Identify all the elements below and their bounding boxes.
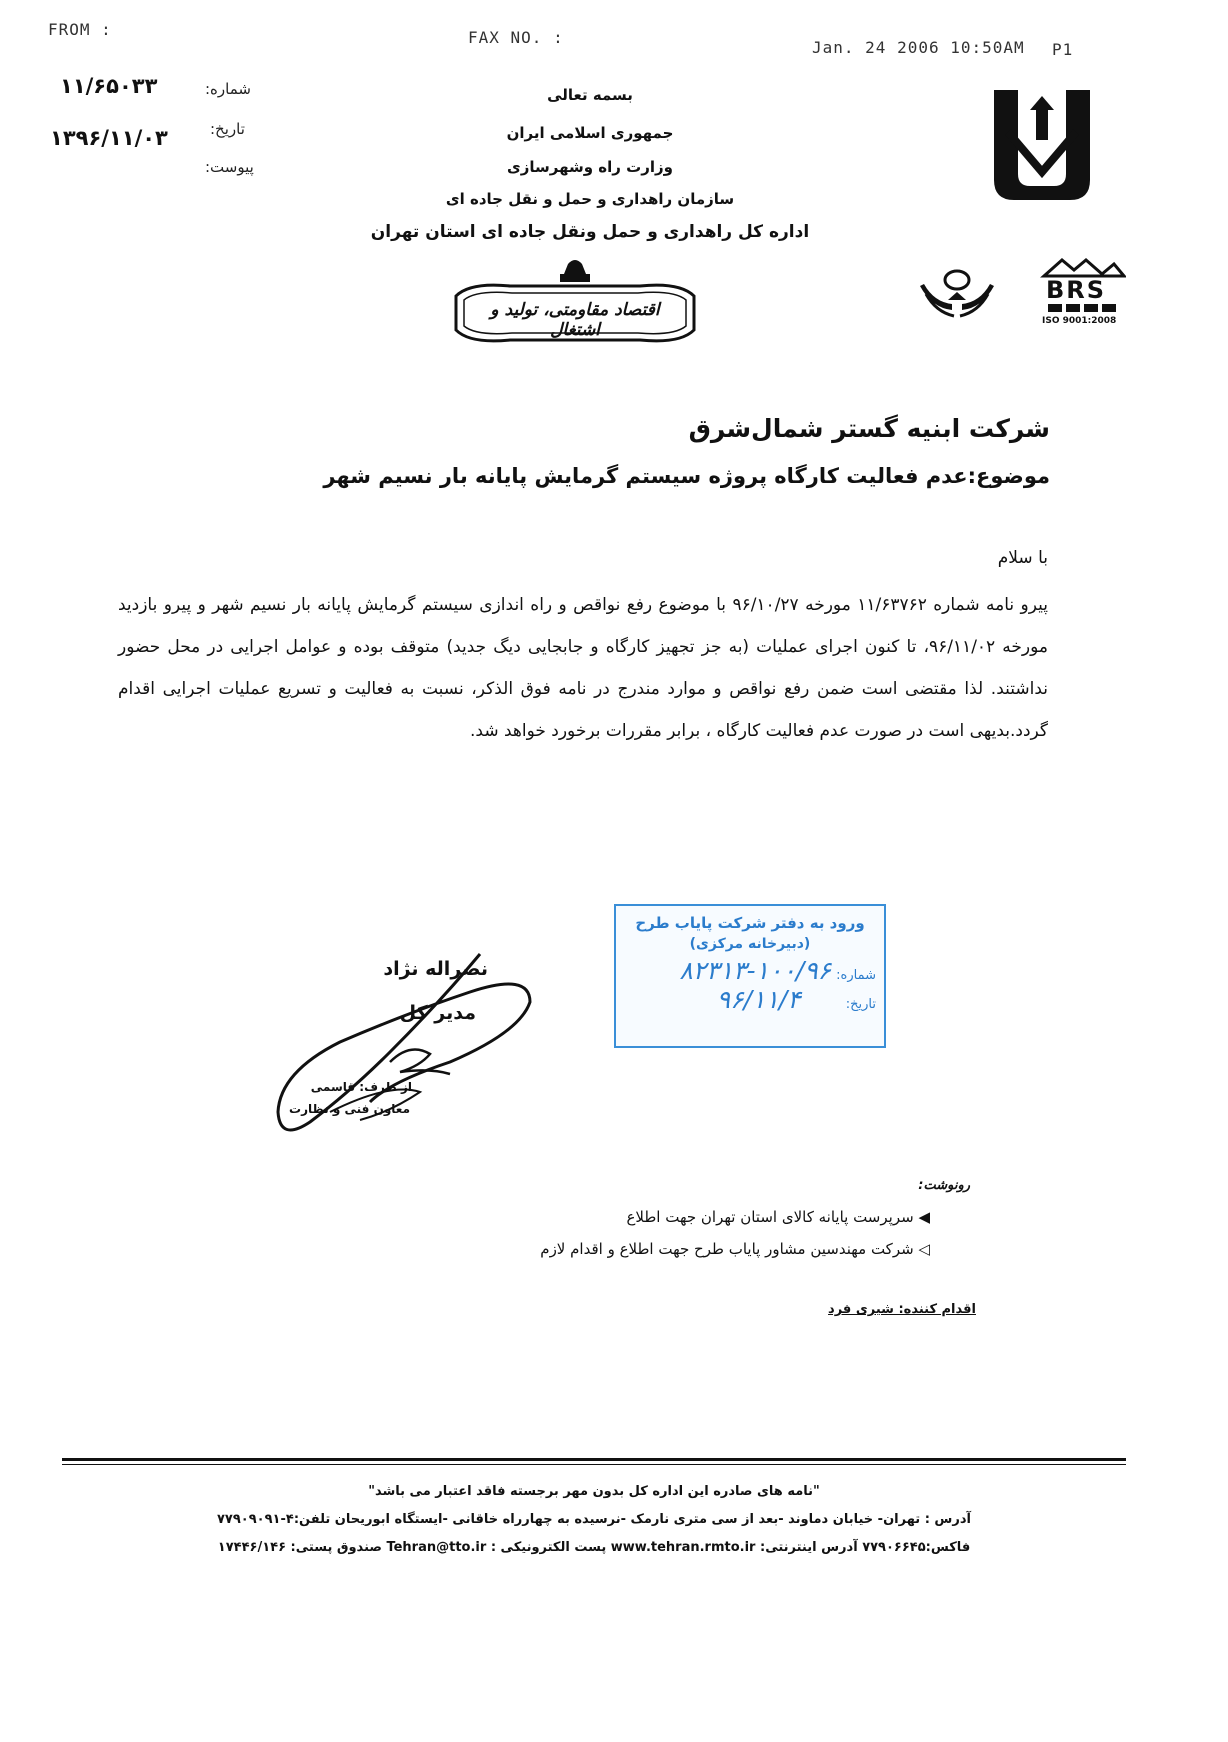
letter-body: پیرو نامه شماره ۱۱/۶۳۷۶۲ مورخه ۹۶/۱۰/۲۷ با موضوع رفع نواقص و راه اندازی سیستم گرمایش پایانه بار نسیم شهر و پیرو بازدید مورخه ۹۶/۱۱/۰۲، تا کنون اجرای عملیات (به جز تجهیز کارگاه و جابجایی دیگ جدید) متوقف بوده و عوامل اجرایی در محل حضور نداشتند. لذا مقتضی است ضمن رفع نواقص و موارد مندرج در نامه فوق الذکر، نسبت به فعالیت و تسریع عملیات اجرایی اقدام گردد.بدیهی است در صورت عدم فعالیت کارگاه ، برابر مقررات برخورد خواهد شد. — [118, 595, 1048, 741]
iso-certificate-text: ISO 9001:2008 — [1042, 316, 1117, 326]
letter-number-label: شماره: — [205, 80, 251, 98]
brs-bar-icon — [1048, 304, 1120, 312]
stamp-number-label: شماره: — [836, 968, 876, 983]
slogan-cartouche — [450, 256, 700, 352]
cc-item-text: شرکت مهندسین مشاور پایاب طرح جهت اطلاع و اقدام لازم — [540, 1240, 914, 1258]
cc-item — [540, 1240, 930, 1258]
letter-date-label: تاریخ: — [210, 120, 245, 138]
footer-contact: فاکس:۷۷۹۰۶۶۴۵ آدرس اینترنتی: www.tehran.rmto.ir پست الکترونیکی : Tehran@tto.ir صندوق پستی: ۱۷۴۴۶/۱۴۶ — [217, 1540, 971, 1555]
cc-item-text: سرپرست پایانه کالای استان تهران جهت اطلاع — [626, 1208, 914, 1226]
letter-attachment-label: پیوست: — [205, 158, 254, 176]
certification-emblem — [912, 264, 1002, 320]
action-by: اقدام کننده: شیری فرد — [828, 1302, 976, 1317]
letter-subject: موضوع:عدم فعالیت کارگاه پروژه سیستم گرمایش پایانه بار نسیم شهر — [323, 464, 1050, 488]
cc-arrow-icon: ◀ — [918, 1208, 930, 1226]
letter-greeting: با سلام — [997, 548, 1048, 568]
organization-name: سازمان راهداری و حمل و نقل جاده ای — [445, 190, 735, 208]
letter-number-value: ۱۱/۶۵۰۳۳ — [60, 74, 158, 98]
received-stamp — [614, 904, 886, 1048]
stamp-date-label: تاریخ: — [845, 997, 876, 1012]
signature-block — [270, 942, 560, 1142]
stamp-number-value: ۱۰۰/۹۶-۸۲۳۱۳ — [679, 956, 832, 985]
cc-label: رونوشت: — [918, 1178, 970, 1193]
fax-page-number: P1 — [1052, 40, 1074, 59]
department-name: اداره کل راهداری و حمل ونقل جاده ای استان تهران — [370, 222, 810, 242]
fax-number-label: FAX NO. : — [468, 28, 564, 47]
footer-note: "نامه های صادره این اداره کل بدون مهر برجسته فاقد اعتبار می باشد" — [368, 1484, 820, 1499]
stamp-title: ورود به دفتر شرکت پایاب طرح — [635, 914, 865, 932]
country-name: جمهوری اسلامی ایران — [506, 124, 674, 142]
slogan-text: اقتصاد مقاومتی، تولید و اشتغال — [490, 300, 660, 340]
road-organization-logo-icon — [988, 76, 1096, 204]
basmala: بسمه تعالی — [547, 86, 633, 104]
footer-address: آدرس : تهران- خیابان دماوند -بعد از سی متری نارمک -نرسیده به چهارراه خاقانی -ایستگاه ابوریحان تلفن:۴-۷۷۹۰۹۰۹۱ — [217, 1512, 971, 1527]
brs-certification-logo — [1040, 256, 1126, 332]
cc-arrow-icon: ◁ — [918, 1240, 930, 1258]
wings-emblem-icon — [912, 264, 1002, 320]
brs-mountain-icon — [1040, 256, 1126, 278]
brs-logo-text: BRS — [1046, 276, 1107, 304]
letter-recipient: شرکت ابنیه گستر شمال‌شرق — [688, 414, 1050, 443]
signatory-title: مدیر کل — [399, 1002, 476, 1024]
cc-item — [626, 1208, 930, 1226]
footer-divider-thin — [62, 1464, 1126, 1465]
letter-date-value: ۱۳۹۶/۱۱/۰۳ — [50, 126, 168, 150]
signatory-name: نصراله نژاد — [383, 958, 488, 980]
ministry-name: وزارت راه وشهرسازی — [507, 158, 673, 176]
organization-logo — [988, 76, 1096, 204]
stamp-subtitle: (دبیرخانه مرکزی) — [689, 936, 811, 952]
stamp-date-value: ۹۶/۱۱/۴ — [716, 985, 801, 1014]
signature-proxy-title: معاون فنی و نظارت — [289, 1102, 410, 1116]
footer-divider — [62, 1458, 1126, 1461]
signature-proxy: از طرف: قاسمی — [310, 1080, 412, 1094]
fax-datetime: Jan. 24 2006 10:50AM — [812, 38, 1025, 57]
fax-from-label: FROM : — [48, 20, 112, 39]
